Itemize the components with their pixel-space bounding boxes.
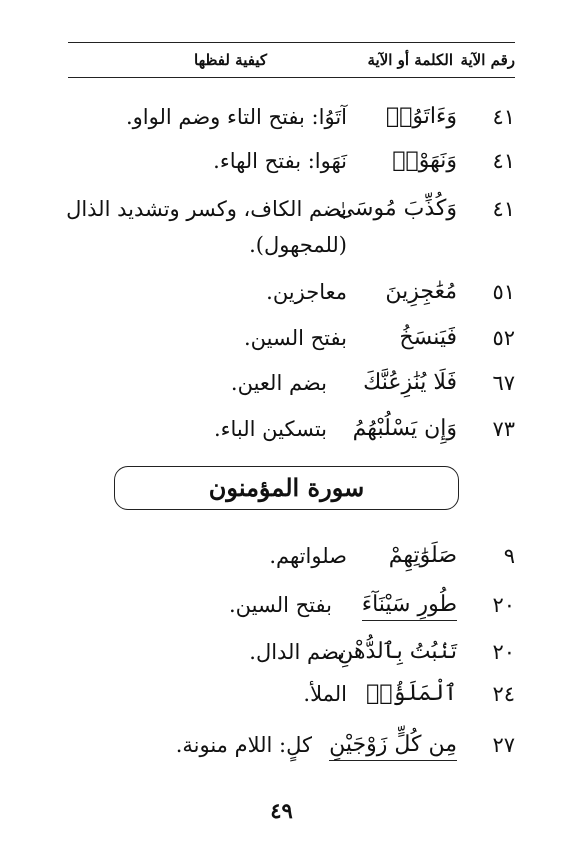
pronunciation: بفتح السين. [228,593,332,617]
pronunciation: نَهَوا: بفتح الهاء. [213,149,347,173]
verse-number: ٧٣ [492,417,515,441]
verse-word: تَنۢبُتُ بِٱلدُّهْنِ [337,639,457,664]
verse-word: وَكُذِّبَ مُوسَىٰ [336,196,457,221]
verse-number: ٤١ [492,197,515,221]
verse-number: ٤١ [492,149,515,173]
table-header [68,42,515,78]
verse-number: ٦٧ [492,371,515,395]
pronunciation: بضم العين. [230,371,327,395]
header-word-label: الكلمة أو الآية [367,51,453,69]
verse-word: وَنَهَوْا۟ [392,148,457,173]
verse-word: فَلَا يُنَٰزِعُنَّكَ [363,370,457,395]
pronunciation: بتسكين الباء. [213,417,327,441]
pronunciation: كلٍ: اللام منونة. [175,733,312,757]
page-number: ٤٩ [270,798,293,823]
surah-title-box [114,466,459,510]
pronunciation-continued: (للمجهول). [249,233,347,257]
pronunciation: صلواتهم. [269,544,347,568]
verse-number: ٥١ [492,280,515,304]
pronunciation: بفتح السين. [243,326,347,350]
pronunciation: الملأ. [303,682,347,706]
verse-word: وَءَاتَوُا۟ [386,104,457,129]
verse-word: مِن كُلٍّ زَوْجَيْنِ [329,730,457,761]
pronunciation: بضم الكاف، وكسر وتشديد الذال [66,197,347,221]
verse-number: ٢٤ [492,682,515,706]
pronunciation: بضم الدال. [249,640,345,664]
verse-number: ٥٢ [492,326,515,350]
pronunciation: معاجزين. [266,280,347,304]
verse-word: صَلَوَٰتِهِمْ [388,543,457,568]
verse-number: ٩ [503,544,515,568]
verse-word: مُعَٰجِزِينَ [385,279,457,304]
verse-number: ٤١ [492,105,515,129]
verse-word: وَإِن يَسْلُبْهُمُ [352,416,457,441]
verse-number: ٢٠ [492,593,515,617]
pronunciation: آتَوُا: بفتح التاء وضم الواو. [125,105,347,129]
verse-word: طُورِ سَيْنَآءَ [362,590,457,621]
verse-word: ٱلْمَلَؤُا۟ [366,681,457,706]
header-number-label: رقم الآية [460,51,515,69]
verse-number: ٢٠ [492,640,515,664]
surah-title: سورة المؤمنون [208,473,365,502]
verse-word: فَيَنسَخُ [399,325,457,350]
verse-number: ٢٧ [492,733,515,757]
header-pronunciation-label: كيفية لفظها [194,51,267,69]
